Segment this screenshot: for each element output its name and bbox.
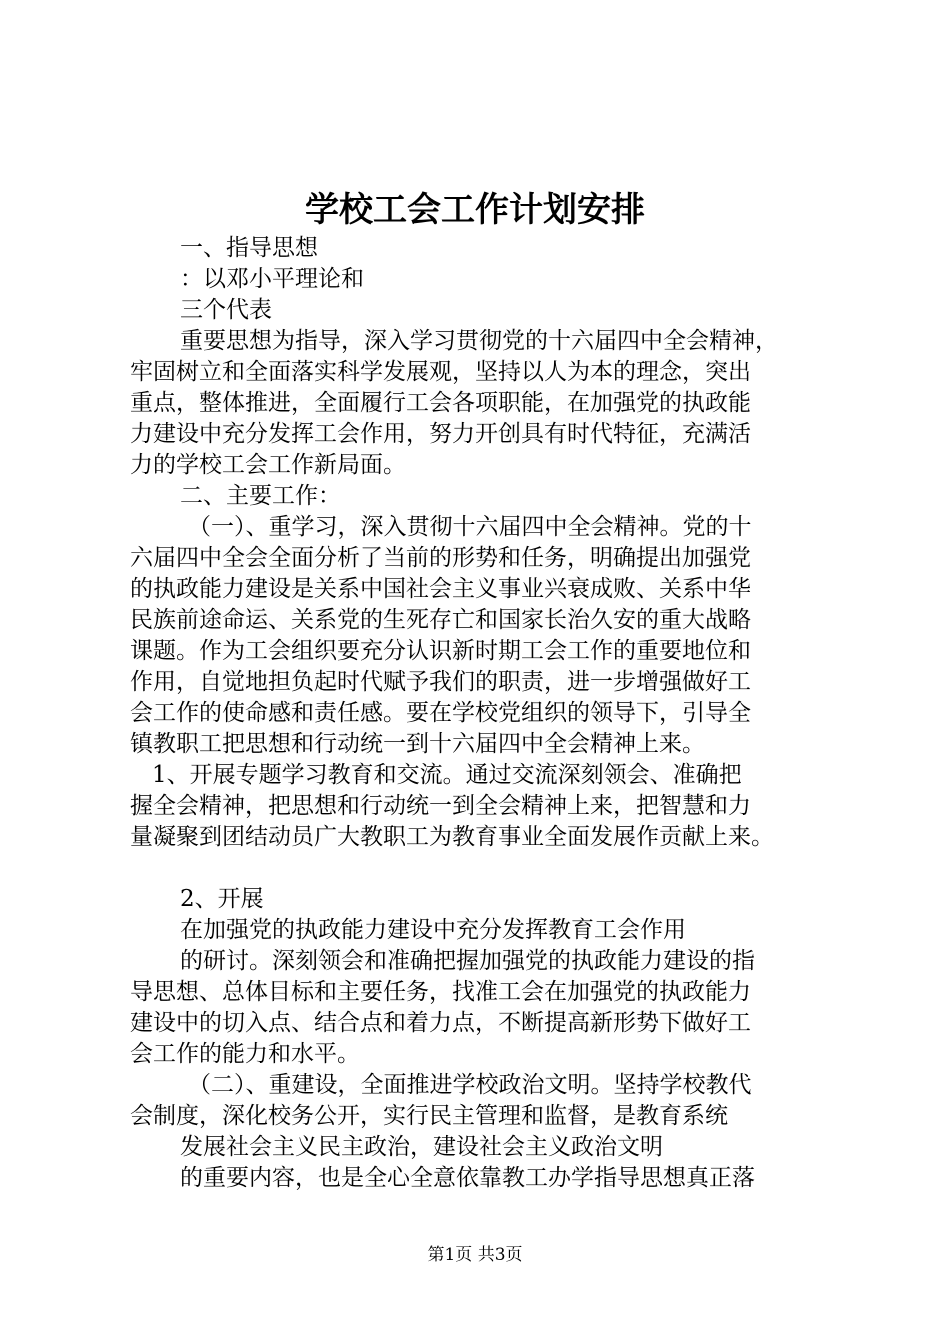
text-line: 1、开展专题学习教育和交流。通过交流深刻领会、准确把 (152, 762, 742, 788)
text-line: 的重要内容，也是全心全意依靠教工办学指导思想真正落 (180, 1165, 755, 1191)
text-line: 镇教职工把思想和行动统一到十六届四中全会精神上来。 (130, 731, 705, 757)
text-line: 建设中的切入点、结合点和着力点，不断提高新形势下做好工 (130, 1010, 751, 1036)
paragraph-gap (130, 853, 842, 884)
text-line: 会工作的使命感和责任感。要在学校党组织的领导下，引导全 (130, 700, 751, 726)
document-body (130, 233, 842, 1194)
text-line: 会制度，深化校务公开，实行民主管理和监督，是教育系统 (130, 1103, 728, 1129)
page-number-footer: 第1页 共3页 (427, 1245, 523, 1265)
text-line: ：以邓小平理论和 (180, 266, 364, 292)
text-line: 课题。作为工会组织要充分认识新时期工会工作的重要地位和 (130, 638, 751, 664)
text-line: 握全会精神，把思想和行动统一到全会精神上来，把智慧和力 (130, 793, 751, 819)
text-line: 三个代表 (180, 297, 272, 323)
text-line: 民族前途命运、关系党的生死存亡和国家长治久安的重大战略 (130, 607, 751, 633)
text-line: 量凝聚到团结动员广大教职工为教育事业全面发展作贡献上来。 (130, 824, 774, 850)
text-line: 重点，整体推进，全面履行工会各项职能，在加强党的执政能 (130, 390, 751, 416)
text-line: （一）、重学习，深入贯彻十六届四中全会精神。党的十 (188, 514, 752, 540)
document-title: 学校工会工作计划安排 (305, 190, 645, 230)
text-line: 牢固树立和全面落实科学发展观，坚持以人为本的理念，突出 (130, 359, 751, 385)
text-line: 重要思想为指导，深入学习贯彻党的十六届四中全会精神， (180, 328, 778, 354)
text-line: 力建设中充分发挥工会作用，努力开创具有时代特征，充满活 (130, 421, 751, 447)
text-line: 在加强党的执政能力建设中充分发挥教育工会作用 (180, 917, 686, 943)
text-line: 2、开展 (180, 886, 264, 912)
text-line: 会工作的能力和水平。 (130, 1041, 360, 1067)
text-line: 导思想、总体目标和主要任务，找准工会在加强党的执政能力 (130, 979, 751, 1005)
text-line: （二）、重建设，全面推进学校政治文明。坚持学校教代 (188, 1072, 752, 1098)
text-line: 的执政能力建设是关系中国社会主义事业兴衰成败、关系中华 (130, 576, 751, 602)
text-line: 作用，自觉地担负起时代赋予我们的职责，进一步增强做好工 (130, 669, 751, 695)
text-line: 六届四中全会全面分析了当前的形势和任务，明确提出加强党 (130, 545, 751, 571)
text-line: 发展社会主义民主政治，建设社会主义政治文明 (180, 1134, 663, 1160)
text-line: 的研讨。深刻领会和准确把握加强党的执政能力建设的指 (180, 948, 755, 974)
text-line: 力的学校工会工作新局面。 (130, 452, 406, 478)
section-heading: 二、主要工作： (180, 483, 341, 509)
section-heading: 一、指导思想 (180, 235, 318, 261)
